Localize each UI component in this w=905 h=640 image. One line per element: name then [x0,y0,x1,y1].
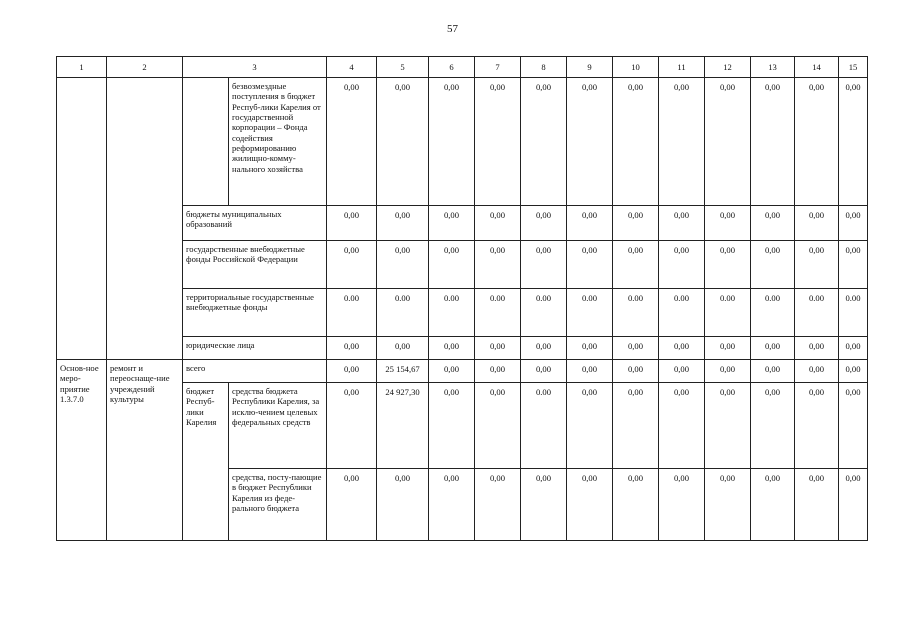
value-cell: 0,00 [429,78,475,206]
value-cell: 0,00 [567,78,613,206]
value-cell: 0,00 [795,383,839,469]
value-cell: 0.00 [429,289,475,337]
value-cell: 0,00 [613,206,659,241]
funding-source-label: юридические лица [183,337,327,360]
value-cell: 0,00 [705,337,751,360]
value-cell: 0,00 [839,469,868,541]
value-cell: 0,00 [377,206,429,241]
value-cell: 0,00 [567,360,613,383]
value-cell: 0,00 [751,206,795,241]
funding-source-label: территориальные государственные внебюджетные фонды [183,289,327,337]
column-number: 11 [659,57,705,78]
value-cell: 0,00 [327,383,377,469]
column-number: 8 [521,57,567,78]
funding-source-label: всего [183,360,327,383]
value-cell: 0,00 [705,383,751,469]
value-cell: 0,00 [521,469,567,541]
value-cell: 0,00 [429,241,475,289]
value-cell: 0,00 [521,241,567,289]
funding-source-label: средства бюджета Республики Карелия, за исклю-чением целевых федеральных средств [229,383,327,469]
value-cell: 0,00 [839,78,868,206]
value-cell: 0,00 [429,360,475,383]
value-cell: 0,00 [567,383,613,469]
value-cell: 0,00 [475,360,521,383]
value-cell: 0,00 [705,469,751,541]
value-cell: 0,00 [429,206,475,241]
value-cell: 0.00 [839,289,868,337]
value-cell: 24 927,30 [377,383,429,469]
value-cell: 0,00 [613,337,659,360]
column-number: 9 [567,57,613,78]
value-cell: 0.00 [795,289,839,337]
budget-group-label: бюджет Респуб-лики Карелия [183,383,229,541]
value-cell: 0,00 [521,337,567,360]
value-cell: 0,00 [377,469,429,541]
value-cell: 0,00 [567,337,613,360]
column-number: 4 [327,57,377,78]
column-number: 13 [751,57,795,78]
value-cell: 0.00 [705,289,751,337]
value-cell: 0,00 [839,206,868,241]
value-cell: 0,00 [429,469,475,541]
value-cell: 0,00 [751,337,795,360]
value-cell: 0,00 [839,337,868,360]
value-cell: 0,00 [659,383,705,469]
value-cell: 0,00 [475,469,521,541]
value-cell: 0,00 [613,360,659,383]
value-cell: 0,00 [521,206,567,241]
table-row [57,78,868,206]
column-number: 7 [475,57,521,78]
value-cell: 0,00 [795,360,839,383]
value-cell: 0,00 [751,383,795,469]
value-cell: 0,00 [475,241,521,289]
value-cell: 0,00 [751,469,795,541]
value-cell: 0,00 [327,337,377,360]
funding-source-label: безвозмездные поступления в бюджет Респуб-лики Карелия от государственной корпорации – Фонда содействия реформированию жилищно-комму-нального хозяйства [229,78,327,206]
empty-cell [107,78,183,360]
value-cell: 0,00 [659,337,705,360]
value-cell: 0,00 [327,469,377,541]
value-cell: 0,00 [795,241,839,289]
column-number: 1 [57,57,107,78]
value-cell: 0,00 [705,241,751,289]
value-cell: 0.00 [751,289,795,337]
value-cell: 0,00 [659,241,705,289]
funding-source-label: средства, посту-пающие в бюджет Республики Карелия из феде-рального бюджета [229,469,327,541]
value-cell: 0,00 [751,78,795,206]
value-cell: 0,00 [613,241,659,289]
page-number: 57 [447,23,458,35]
value-cell: 0,00 [751,241,795,289]
value-cell: 0.00 [659,289,705,337]
column-number: 14 [795,57,839,78]
measure-description: ремонт и переоснаще-ние учреждений культуры [107,360,183,541]
value-cell: 0,00 [475,337,521,360]
empty-cell [57,78,107,360]
column-number: 2 [107,57,183,78]
value-cell: 0,00 [839,241,868,289]
funding-source-label: государственные внебюджетные фонды Российской Федерации [183,241,327,289]
value-cell: 0,00 [795,78,839,206]
value-cell: 0,00 [521,360,567,383]
value-cell: 25 154,67 [377,360,429,383]
value-cell: 0,00 [567,469,613,541]
budget-table [56,56,868,541]
value-cell: 0,00 [705,78,751,206]
value-cell: 0,00 [567,241,613,289]
value-cell: 0,00 [613,383,659,469]
column-number: 10 [613,57,659,78]
funding-source-label: бюджеты муниципальных образований [183,206,327,241]
value-cell: 0,00 [377,337,429,360]
value-cell: 0,00 [659,360,705,383]
measure-name: Основ-ное меро-приятие 1.3.7.0 [57,360,107,541]
value-cell: 0,00 [377,78,429,206]
value-cell: 0,00 [751,360,795,383]
value-cell: 0,00 [659,206,705,241]
value-cell: 0,00 [795,206,839,241]
column-number: 5 [377,57,429,78]
column-number: 3 [183,57,327,78]
value-cell: 0,00 [327,78,377,206]
value-cell: 0,00 [475,206,521,241]
value-cell: 0,00 [705,206,751,241]
empty-cell [183,78,229,206]
value-cell: 0,00 [521,78,567,206]
value-cell: 0,00 [705,360,751,383]
value-cell: 0.00 [521,289,567,337]
value-cell: 0,00 [327,206,377,241]
value-cell: 0.00 [327,289,377,337]
column-number: 15 [839,57,868,78]
value-cell: 0.00 [521,383,567,469]
value-cell: 0,00 [567,206,613,241]
value-cell: 0,00 [429,337,475,360]
value-cell: 0,00 [327,241,377,289]
value-cell: 0,00 [429,383,475,469]
table-row [57,360,868,383]
value-cell: 0,00 [613,469,659,541]
value-cell: 0,00 [795,469,839,541]
value-cell: 0,00 [795,337,839,360]
value-cell: 0.00 [567,289,613,337]
value-cell: 0,00 [327,360,377,383]
value-cell: 0.00 [377,289,429,337]
column-number-row [57,57,868,78]
value-cell: 0,00 [475,78,521,206]
value-cell: 0,00 [475,383,521,469]
value-cell: 0,00 [613,78,659,206]
value-cell: 0,00 [659,78,705,206]
value-cell: 0,00 [839,383,868,469]
value-cell: 0,00 [377,241,429,289]
column-number: 6 [429,57,475,78]
value-cell: 0,00 [659,469,705,541]
value-cell: 0.00 [613,289,659,337]
value-cell: 0.00 [475,289,521,337]
value-cell: 0,00 [839,360,868,383]
column-number: 12 [705,57,751,78]
